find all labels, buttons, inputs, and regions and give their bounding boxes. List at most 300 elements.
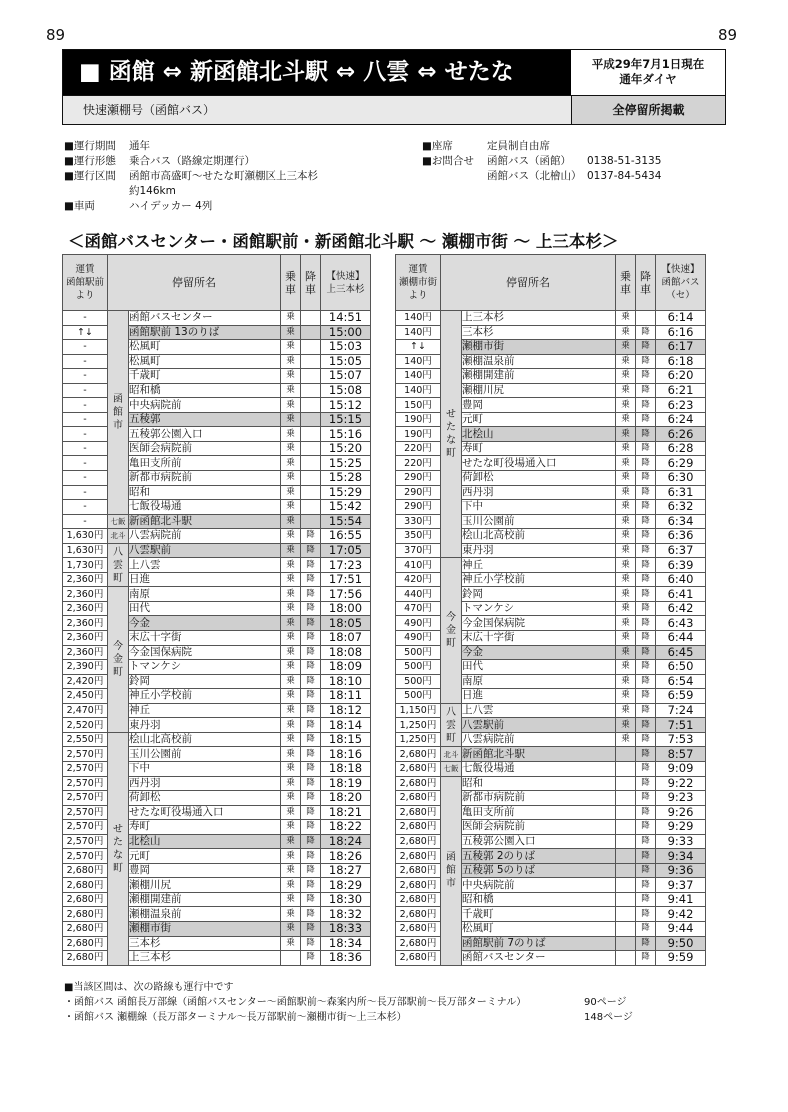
- board-flag: [616, 805, 636, 820]
- departure-time: 18:32: [321, 907, 371, 922]
- alight-flag: 降: [636, 514, 656, 529]
- stop-name: 千歳町: [462, 907, 616, 922]
- departure-time: 18:14: [321, 718, 371, 733]
- departure-time: 6:37: [656, 543, 706, 558]
- board-flag: 乗: [616, 369, 636, 384]
- info-value: ハイデッカー 4列: [129, 200, 213, 212]
- alight-flag: 降: [301, 572, 321, 587]
- board-flag: 乗: [281, 703, 301, 718]
- info-value: 通年: [129, 140, 150, 152]
- stop-name: 桧山北高校前: [129, 732, 281, 747]
- fare-cell: -: [63, 500, 108, 515]
- stop-name: 神丘: [462, 558, 616, 573]
- fare-cell: -: [63, 340, 108, 355]
- fare-cell: 290円: [396, 485, 441, 500]
- stop-name: 田代: [462, 660, 616, 675]
- departure-time: 6:39: [656, 558, 706, 573]
- board-flag: 乗: [281, 878, 301, 893]
- stop-name: 三本杉: [129, 936, 281, 951]
- stop-name: 田代: [129, 601, 281, 616]
- stop-name: 五稜郭公園入口: [129, 427, 281, 442]
- route-subtitle: 快速瀬棚号（函館バス）: [63, 95, 571, 124]
- stop-name: 八雲駅前: [129, 543, 281, 558]
- table-row: [396, 311, 706, 326]
- alight-flag: 降: [636, 601, 656, 616]
- stop-name: 亀田支所前: [462, 805, 616, 820]
- stop-name: 中央病院前: [462, 878, 616, 893]
- fare-cell: 2,680円: [396, 863, 441, 878]
- fare-cell: 2,680円: [396, 849, 441, 864]
- page-number-left: 89: [46, 26, 66, 44]
- departure-time: 15:42: [321, 500, 371, 515]
- board-flag: 乗: [616, 427, 636, 442]
- stop-name: 三本杉: [462, 325, 616, 340]
- alight-flag: 降: [301, 776, 321, 791]
- stop-name: 瀬棚開建前: [129, 892, 281, 907]
- alight-flag: [301, 412, 321, 427]
- area-label: 今 金 町: [441, 558, 462, 703]
- departure-time: 17:23: [321, 558, 371, 573]
- fare-cell: 140円: [396, 369, 441, 384]
- departure-time: 9:29: [656, 820, 706, 835]
- fare-cell: 2,680円: [396, 791, 441, 806]
- fare-cell: 2,360円: [63, 601, 108, 616]
- departure-time: 9:50: [656, 936, 706, 951]
- fare-cell: -: [63, 441, 108, 456]
- fare-cell: 2,680円: [396, 936, 441, 951]
- stop-name: 日進: [129, 572, 281, 587]
- info-key: ■運行期間: [64, 140, 116, 152]
- stop-name: 今金国保病院: [462, 616, 616, 631]
- alight-flag: 降: [636, 689, 656, 704]
- info-key: ■運行区間: [64, 170, 116, 182]
- departure-time: 6:17: [656, 340, 706, 355]
- fare-cell: 2,680円: [63, 951, 108, 966]
- fare-cell: -: [63, 514, 108, 529]
- departure-time: 9:41: [656, 892, 706, 907]
- board-flag: 乗: [616, 660, 636, 675]
- stop-name: 今金: [129, 616, 281, 631]
- fare-cell: -: [63, 456, 108, 471]
- stop-name: 末広十字街: [129, 631, 281, 646]
- alight-flag: 降: [636, 471, 656, 486]
- stop-name: トマンケシ: [129, 660, 281, 675]
- departure-time: 6:40: [656, 572, 706, 587]
- stop-name: 寿町: [462, 441, 616, 456]
- board-flag: [616, 892, 636, 907]
- board-header: 乗 車: [616, 255, 636, 311]
- board-flag: 乗: [616, 383, 636, 398]
- area-label: 北斗: [441, 747, 462, 762]
- stop-name: 元町: [129, 849, 281, 864]
- departure-time: 7:24: [656, 703, 706, 718]
- route-heading: ＜函館バスセンター・函館駅前・新函館北斗駅 〜 瀬棚市街 〜 上三本杉＞: [68, 232, 619, 251]
- alight-flag: [301, 441, 321, 456]
- table-row: [63, 529, 371, 544]
- departure-time: 18:29: [321, 878, 371, 893]
- departure-time: 18:24: [321, 834, 371, 849]
- stop-name: 千歳町: [129, 369, 281, 384]
- departure-time: 7:53: [656, 732, 706, 747]
- departure-time: 6:28: [656, 441, 706, 456]
- departure-time: 6:29: [656, 456, 706, 471]
- alight-flag: 降: [636, 500, 656, 515]
- stop-name: 医師会病院前: [129, 441, 281, 456]
- table-row: [63, 514, 371, 529]
- stop-name: 東丹羽: [129, 718, 281, 733]
- stop-name: 五稜郭: [129, 412, 281, 427]
- fare-cell: 1,250円: [396, 732, 441, 747]
- alight-flag: [301, 427, 321, 442]
- board-flag: 乗: [281, 645, 301, 660]
- alight-flag: 降: [636, 340, 656, 355]
- alight-flag: 降: [301, 892, 321, 907]
- board-flag: [616, 907, 636, 922]
- table-row: [396, 761, 706, 776]
- board-flag: 乗: [281, 572, 301, 587]
- alight-flag: 降: [636, 369, 656, 384]
- fare-cell: 150円: [396, 398, 441, 413]
- board-flag: 乗: [281, 514, 301, 529]
- departure-time: 6:42: [656, 601, 706, 616]
- departure-time: 15:12: [321, 398, 371, 413]
- stop-name: 新都市病院前: [462, 791, 616, 806]
- stop-name: 荷卸松: [462, 471, 616, 486]
- stop-name: 西丹羽: [129, 776, 281, 791]
- info-row: [64, 184, 318, 199]
- stop-name: 末広十字街: [462, 631, 616, 646]
- area-label: 八 雲 町: [441, 703, 462, 747]
- fare-cell: 2,420円: [63, 674, 108, 689]
- stop-name: 鈴岡: [129, 674, 281, 689]
- stop-name: 瀬棚温泉前: [462, 354, 616, 369]
- fare-cell: -: [63, 427, 108, 442]
- board-flag: 乗: [281, 398, 301, 413]
- alight-flag: 降: [301, 791, 321, 806]
- alight-flag: 降: [301, 616, 321, 631]
- stop-name: 七飯役場通: [129, 500, 281, 515]
- stop-name: 豊岡: [462, 398, 616, 413]
- alight-flag: [301, 369, 321, 384]
- stop-name: 函館バスセンター: [462, 951, 616, 966]
- fare-cell: -: [63, 369, 108, 384]
- stop-name: 瀬棚川尻: [129, 878, 281, 893]
- area-label: 八 雲 町: [108, 543, 129, 587]
- departure-time: 6:45: [656, 645, 706, 660]
- board-flag: 乗: [616, 558, 636, 573]
- board-flag: 乗: [281, 311, 301, 326]
- table-row: [63, 732, 371, 747]
- info-key: ■座席: [422, 140, 453, 152]
- info-row: [64, 169, 318, 184]
- departure-time: 6:16: [656, 325, 706, 340]
- board-flag: 乗: [281, 689, 301, 704]
- timetable-inbound: [395, 254, 706, 966]
- alight-flag: 降: [636, 820, 656, 835]
- board-flag: 乗: [281, 383, 301, 398]
- board-flag: 乗: [616, 645, 636, 660]
- alight-flag: 降: [301, 601, 321, 616]
- stop-name: 五稜郭 2のりば: [462, 849, 616, 864]
- alight-flag: 降: [636, 412, 656, 427]
- board-flag: [616, 820, 636, 835]
- board-flag: 乗: [281, 863, 301, 878]
- stop-name: 下中: [129, 761, 281, 776]
- fare-cell: 2,570円: [63, 791, 108, 806]
- departure-time: 6:21: [656, 383, 706, 398]
- info-value: 乗合バス（路線定期運行）: [129, 155, 255, 167]
- fare-cell: 2,570円: [63, 747, 108, 762]
- board-flag: 乗: [281, 412, 301, 427]
- departure-time: 6:31: [656, 485, 706, 500]
- departure-time: 8:57: [656, 747, 706, 762]
- fare-cell: 2,680円: [63, 892, 108, 907]
- departure-time: 17:05: [321, 543, 371, 558]
- alight-flag: 降: [301, 543, 321, 558]
- fare-cell: 500円: [396, 689, 441, 704]
- stop-name: せたな町役場通入口: [462, 456, 616, 471]
- table-row: [396, 776, 706, 791]
- timetable-date: [571, 50, 725, 95]
- departure-time: 6:41: [656, 587, 706, 602]
- fare-cell: 2,680円: [396, 834, 441, 849]
- board-flag: 乗: [616, 311, 636, 326]
- departure-time: 15:08: [321, 383, 371, 398]
- stop-name: トマンケシ: [462, 601, 616, 616]
- alight-header: 降 車: [636, 255, 656, 311]
- notes: [64, 980, 633, 1025]
- stop-name: 新函館北斗駅: [462, 747, 616, 762]
- fare-cell: 1,150円: [396, 703, 441, 718]
- fare-cell: 220円: [396, 456, 441, 471]
- stop-header: 停留所名: [108, 255, 281, 311]
- alight-flag: 降: [636, 849, 656, 864]
- board-flag: 乗: [281, 892, 301, 907]
- info-row: [422, 169, 661, 184]
- board-flag: 乗: [281, 936, 301, 951]
- alight-flag: 降: [301, 761, 321, 776]
- stop-name: 中央病院前: [129, 398, 281, 413]
- alight-flag: [301, 471, 321, 486]
- departure-time: 9:09: [656, 761, 706, 776]
- board-flag: [616, 776, 636, 791]
- departure-time: 15:16: [321, 427, 371, 442]
- board-flag: 乗: [281, 456, 301, 471]
- fare-cell: 220円: [396, 441, 441, 456]
- departure-time: 14:51: [321, 311, 371, 326]
- departure-time: 9:34: [656, 849, 706, 864]
- fare-cell: 2,680円: [63, 863, 108, 878]
- fare-cell: 190円: [396, 412, 441, 427]
- fare-cell: 2,680円: [396, 907, 441, 922]
- alight-flag: 降: [636, 485, 656, 500]
- board-flag: [616, 936, 636, 951]
- alight-flag: 降: [301, 703, 321, 718]
- fare-cell: 330円: [396, 514, 441, 529]
- board-flag: [616, 878, 636, 893]
- stop-name: 玉川公園前: [462, 514, 616, 529]
- board-flag: 乗: [281, 776, 301, 791]
- info-key: ■運行形態: [64, 155, 116, 167]
- fare-cell: 2,570円: [63, 805, 108, 820]
- fare-cell: 2,520円: [63, 718, 108, 733]
- service-info-right: [422, 139, 661, 184]
- fare-cell: 1,630円: [63, 543, 108, 558]
- alight-flag: 降: [636, 747, 656, 762]
- stop-name: 荷卸松: [129, 791, 281, 806]
- departure-time: 18:34: [321, 936, 371, 951]
- stop-name: 北桧山: [462, 427, 616, 442]
- stop-name: 上八雲: [129, 558, 281, 573]
- board-flag: 乗: [616, 485, 636, 500]
- alight-flag: 降: [636, 572, 656, 587]
- alight-flag: 降: [301, 587, 321, 602]
- fare-cell: 2,360円: [63, 587, 108, 602]
- fare-cell: 2,360円: [63, 645, 108, 660]
- stop-name: 下中: [462, 500, 616, 515]
- fare-cell: 140円: [396, 325, 441, 340]
- alight-flag: 降: [636, 863, 656, 878]
- table-row: [63, 311, 371, 326]
- board-flag: 乗: [616, 529, 636, 544]
- departure-time: 9:59: [656, 951, 706, 966]
- board-flag: 乗: [616, 732, 636, 747]
- alight-flag: 降: [301, 820, 321, 835]
- fare-cell: 2,570円: [63, 834, 108, 849]
- area-label: 北斗: [108, 529, 129, 544]
- stop-name: 神丘小学校前: [462, 572, 616, 587]
- stop-header: 停留所名: [441, 255, 616, 311]
- alight-flag: [636, 311, 656, 326]
- stop-name: 寿町: [129, 820, 281, 835]
- fare-cell: 2,680円: [396, 747, 441, 762]
- alight-flag: [301, 383, 321, 398]
- board-flag: 乗: [616, 718, 636, 733]
- board-flag: 乗: [616, 456, 636, 471]
- alight-flag: [301, 354, 321, 369]
- alight-flag: 降: [636, 616, 656, 631]
- alight-flag: 降: [636, 543, 656, 558]
- note-line: [64, 1010, 633, 1025]
- fare-cell: 2,680円: [63, 907, 108, 922]
- fare-cell: 140円: [396, 354, 441, 369]
- stop-name: 上八雲: [462, 703, 616, 718]
- stop-name: 五稜郭公園入口: [462, 834, 616, 849]
- departure-time: 18:33: [321, 921, 371, 936]
- departure-time: 17:56: [321, 587, 371, 602]
- alight-flag: 降: [636, 645, 656, 660]
- departure-time: 15:54: [321, 514, 371, 529]
- info-key: ■車両: [64, 200, 95, 212]
- board-flag: 乗: [281, 354, 301, 369]
- stop-name: 昭和橋: [129, 383, 281, 398]
- stop-name: 亀田支所前: [129, 456, 281, 471]
- alight-flag: 降: [301, 529, 321, 544]
- alight-flag: [301, 514, 321, 529]
- board-flag: 乗: [616, 689, 636, 704]
- departure-time: 9:37: [656, 878, 706, 893]
- fare-cell: 140円: [396, 311, 441, 326]
- alight-flag: [301, 456, 321, 471]
- alight-flag: [301, 340, 321, 355]
- departure-time: 18:09: [321, 660, 371, 675]
- stop-name: 松風町: [129, 354, 281, 369]
- fare-cell: 2,680円: [396, 951, 441, 966]
- departure-time: 18:10: [321, 674, 371, 689]
- info-row: [422, 139, 661, 154]
- alight-flag: 降: [636, 398, 656, 413]
- time-header: 【快速】 函館バス （セ）: [656, 255, 706, 311]
- stop-name: 新函館北斗駅: [129, 514, 281, 529]
- alight-flag: [301, 500, 321, 515]
- stop-name: 八雲病院前: [462, 732, 616, 747]
- fare-cell: 470円: [396, 601, 441, 616]
- info-row: [64, 199, 318, 214]
- stop-name: 日進: [462, 689, 616, 704]
- fare-cell: 140円: [396, 383, 441, 398]
- alight-flag: 降: [636, 907, 656, 922]
- alight-flag: 降: [301, 631, 321, 646]
- departure-time: 6:20: [656, 369, 706, 384]
- table-row: [63, 543, 371, 558]
- all-stops-badge: 全停留所掲載: [571, 95, 725, 124]
- fare-cell: 190円: [396, 427, 441, 442]
- board-flag: 乗: [281, 325, 301, 340]
- alight-flag: 降: [301, 558, 321, 573]
- stop-name: 西丹羽: [462, 485, 616, 500]
- board-flag: 乗: [281, 369, 301, 384]
- board-flag: 乗: [281, 601, 301, 616]
- note-page-ref: 148ページ: [584, 1012, 633, 1023]
- departure-time: 18:18: [321, 761, 371, 776]
- info-row: [64, 154, 318, 169]
- board-flag: 乗: [616, 631, 636, 646]
- page-number-right: 89: [718, 26, 738, 44]
- fare-cell: -: [63, 471, 108, 486]
- board-flag: 乗: [281, 441, 301, 456]
- board-flag: 乗: [616, 500, 636, 515]
- fare-cell: 370円: [396, 543, 441, 558]
- board-flag: 乗: [616, 587, 636, 602]
- fare-cell: 2,470円: [63, 703, 108, 718]
- alight-flag: 降: [301, 936, 321, 951]
- departure-time: 18:07: [321, 631, 371, 646]
- departure-time: 6:26: [656, 427, 706, 442]
- alight-flag: 降: [636, 558, 656, 573]
- alight-flag: 降: [301, 645, 321, 660]
- departure-time: 15:20: [321, 441, 371, 456]
- departure-time: 9:42: [656, 907, 706, 922]
- alight-flag: 降: [301, 907, 321, 922]
- alight-flag: 降: [636, 936, 656, 951]
- board-flag: [616, 921, 636, 936]
- board-flag: 乗: [616, 325, 636, 340]
- board-flag: 乗: [281, 791, 301, 806]
- departure-time: 15:05: [321, 354, 371, 369]
- area-label: 今 金 町: [108, 587, 129, 732]
- alight-flag: [301, 398, 321, 413]
- alight-flag: 降: [636, 660, 656, 675]
- contact-phone: 0138-51-3135: [587, 155, 662, 167]
- alight-flag: 降: [636, 761, 656, 776]
- fare-cell: 2,360円: [63, 631, 108, 646]
- stop-name: 瀬棚温泉前: [129, 907, 281, 922]
- fare-cell: 490円: [396, 631, 441, 646]
- area-label: 七飯: [108, 514, 129, 529]
- stop-name: せたな町役場通入口: [129, 805, 281, 820]
- stop-name: 函館バスセンター: [129, 311, 281, 326]
- departure-time: 18:30: [321, 892, 371, 907]
